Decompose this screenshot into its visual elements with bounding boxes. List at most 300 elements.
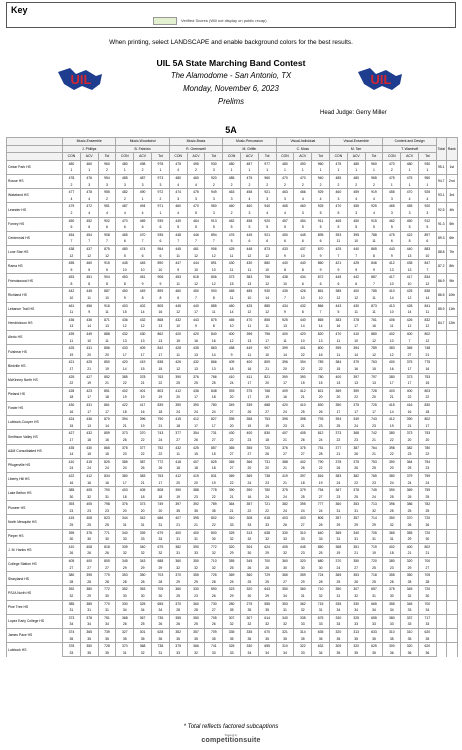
score-cell: 765 [365,472,383,479]
table-row [7,614,458,621]
score-cell: 759 [418,487,436,494]
table-row [7,174,458,181]
score-cell: 657 [365,586,383,593]
rank-cell: 26 [276,522,294,529]
score-cell: 437 [80,245,98,252]
score-cell: 383 [240,274,258,281]
rank-cell: 1 [258,167,276,174]
contest-venue: The Alamodome - San Antonio, TX [170,71,292,80]
rank-cell: 16 [383,366,401,373]
score-cell: 907 [258,345,276,352]
score-cell: 393 [63,501,81,508]
rank-cell: 31 [294,593,312,600]
table-row-ranks [7,295,458,302]
score-cell: 320 [294,558,312,565]
rank-cell: 13 [134,338,152,345]
final-rank [446,487,457,501]
score-cell: 355 [401,529,419,536]
rank-cell: 17 [347,323,365,330]
rank-cell: 20 [80,352,98,359]
score-cell: 638 [258,529,276,536]
rank-cell: 9 [383,253,401,260]
rank-cell: 22 [240,508,258,515]
rank-cell: 11 [169,451,187,458]
score-cell: 360 [329,501,347,508]
score-cell: 366 [187,643,205,650]
rank-cell: 22 [347,394,365,401]
rank-cell: 32 [169,565,187,572]
rank-cell: 23 [258,480,276,487]
rank-cell: 23 [187,593,205,600]
score-cell: 313 [240,529,258,536]
score-cell: 848 [205,387,223,394]
score-cell: 355 [169,614,187,621]
rank-cell: 21 [187,522,205,529]
score-cell: 383 [134,472,152,479]
score-cell: 904 [98,274,116,281]
score-cell: 823 [98,515,116,522]
subcaption-header: CON [329,153,347,161]
score-cell: 841 [418,302,436,309]
rank-cell: 1 [134,196,152,203]
school-name: A&M Consolidated HS [7,444,63,458]
rank-cell: 3 [383,196,401,203]
rank-cell: 2 [63,210,81,217]
rank-cell: 11 [80,295,98,302]
score-cell: 445 [240,231,258,238]
score-cell: 789 [205,501,223,508]
score-cell: 620 [418,628,436,635]
rank-cell: 5 [240,224,258,231]
rank-cell: 27 [223,465,241,472]
rank-cell: 22 [347,480,365,487]
logo-text: UIL [370,72,392,87]
score-cell: 453 [63,274,81,281]
rank-cell: 5 [169,224,187,231]
score-cell: 378 [347,316,365,323]
subcaption-header: CON [383,153,401,161]
rank-cell: 5 [116,253,134,260]
score-cell: 380 [383,373,401,380]
rank-cell: 1 [383,182,401,189]
caption-header-row [7,138,458,146]
score-cell: 350 [187,558,205,565]
rank-cell: 7 [98,238,116,245]
rank-cell: 27 [294,522,312,529]
score-cell: 353 [276,600,294,607]
score-cell: 365 [329,572,347,579]
final-rank [446,628,457,642]
score-cell: 710 [205,558,223,565]
rank-cell: 10 [312,295,330,302]
score-cell: 470 [240,316,258,323]
score-cell: 460 [223,302,241,309]
score-cell: 827 [205,416,223,423]
score-cell: 415 [63,515,81,522]
score-cell: 368 [134,643,152,650]
score-cell: 780 [258,487,276,494]
score-cell: 390 [383,458,401,465]
table-row-ranks [7,451,458,458]
rank-cell: 11 [365,309,383,316]
score-cell: 960 [98,160,116,167]
score-cell: 753 [365,458,383,465]
score-cell: 340 [276,614,294,621]
total-cell: 95.1 [436,160,446,174]
rank-cell: 28 [401,579,419,586]
rank-cell: 14 [401,309,419,316]
rank-cell: 9 [116,295,134,302]
rank-cell: 12 [98,253,116,260]
score-cell: 370 [134,430,152,437]
rank-cell: 25 [347,494,365,501]
score-cell: 455 [383,189,401,196]
rank-cell: 26 [347,579,365,586]
score-cell: 761 [365,316,383,323]
score-cell: 475 [329,160,347,167]
rank-cell: 35 [418,636,436,643]
score-cell: 719 [365,543,383,550]
rank-cell: 19 [258,423,276,430]
rank-cell: 23 [365,423,383,430]
score-cell: 834 [98,472,116,479]
rank-cell: 34 [276,593,294,600]
score-cell: 618 [187,274,205,281]
rank-cell: 23 [401,451,419,458]
rank-cell: 3 [240,210,258,217]
score-cell: 763 [151,472,169,479]
subcaption-header: CON [276,153,294,161]
rank-cell: 25 [329,423,347,430]
score-cell: 800 [312,345,330,352]
rank-cell: 11 [240,352,258,359]
score-cell: 394 [329,416,347,423]
score-cell: 461 [63,302,81,309]
school-name: Pioneer HS [7,501,63,515]
school-name: Leander HS [7,203,63,217]
rank-cell: 30 [205,536,223,543]
rank-cell: 33 [294,650,312,657]
total-cell [436,643,446,657]
rank-cell: 14 [258,295,276,302]
rank-cell: 11 [365,295,383,302]
score-cell: 395 [347,231,365,238]
rank-cell: 1 [401,182,419,189]
score-cell: 387 [134,458,152,465]
rank-cell: 9 [134,281,152,288]
rank-cell: 14 [205,352,223,359]
rank-cell: 19 [151,394,169,401]
rank-cell: 30 [312,565,330,572]
total-cell: 86.5 [436,288,446,302]
judge-name: M. Tarr [329,145,382,153]
score-cell: 632 [312,643,330,650]
rank-cell: 32 [187,650,205,657]
score-cell: 379 [347,359,365,366]
final-rank [446,572,457,586]
score-cell: 763 [151,373,169,380]
subcaption-header: Tot [312,153,330,161]
school-name: Richland HS [7,288,63,302]
rank-cell: 24 [116,465,134,472]
score-cell: 897 [418,231,436,238]
rank-cell: 27 [276,579,294,586]
score-cell: 380 [80,586,98,593]
score-cell: 402 [134,302,152,309]
table-row [7,373,458,380]
rank-cell: 10 [401,281,419,288]
rank-cell: 4 [294,196,312,203]
rank-cell: 25 [294,494,312,501]
score-cell: 394 [294,359,312,366]
rank-cell: 23 [418,465,436,472]
score-cell: 444 [187,260,205,267]
rank-cell: 25 [365,579,383,586]
score-cell: 449 [80,331,98,338]
score-cell: 406 [383,316,401,323]
table-row [7,345,458,352]
score-cell: 465 [383,203,401,210]
score-cell: 365 [223,458,241,465]
score-cell: 376 [116,501,134,508]
score-cell: 790 [312,458,330,465]
score-cell: 868 [151,316,169,323]
rank-cell: 1 [276,167,294,174]
score-cell: 655 [365,614,383,621]
rank-cell: 31 [365,593,383,600]
score-cell: 438 [63,245,81,252]
score-cell: 369 [401,487,419,494]
score-cell: 485 [329,174,347,181]
rank-cell: 7 [347,253,365,260]
score-cell: 400 [329,373,347,380]
score-cell: 455 [347,203,365,210]
score-cell: 465 [116,231,134,238]
rank-cell: 33 [223,522,241,529]
score-cell: 387 [347,444,365,451]
rank-cell: 10 [80,338,98,345]
score-cell: 911 [312,217,330,224]
rank-cell: 12 [187,281,205,288]
score-cell: 625 [365,643,383,650]
score-cell: 330 [347,600,365,607]
rank-cell: 4 [169,182,187,189]
rank-cell: 10 [294,338,312,345]
table-row [7,643,458,650]
rank-cell: 32 [80,494,98,501]
rank-cell: 33 [312,621,330,628]
score-cell: 675 [312,614,330,621]
rank-cell: 35 [80,650,98,657]
score-cell: 899 [151,288,169,295]
rank-cell: 35 [169,508,187,515]
rank-cell: 18 [187,465,205,472]
contest-round: Prelims [218,97,244,106]
score-cell: 832 [418,316,436,323]
score-cell: 396 [276,359,294,366]
score-cell: 912 [418,217,436,224]
score-cell: 835 [418,288,436,295]
score-cell: 745 [365,487,383,494]
rank-cell: 17 [276,380,294,387]
school-name: Lone Star HS [7,245,63,259]
score-cell: 365 [223,444,241,451]
score-cell: 475 [169,160,187,167]
score-cell: 384 [329,359,347,366]
rank-cell: 26 [116,621,134,628]
rank-cell: 31 [329,536,347,543]
rank-cell: 31 [329,508,347,515]
score-cell: 350 [187,614,205,621]
rank-cell: 15 [63,423,81,430]
score-cell: 460 [187,174,205,181]
rank-cell: 17 [80,394,98,401]
table-row [7,274,458,281]
score-cell: 754 [312,487,330,494]
score-cell: 474 [169,189,187,196]
rank-cell: 20 [116,508,134,515]
score-cell: 405 [80,501,98,508]
school-name: James Pace HS [7,628,63,642]
table-row [7,572,458,579]
score-cell: 846 [365,260,383,267]
final-rank [446,529,457,543]
rank-cell: 25 [63,522,81,529]
score-cell: 377 [169,430,187,437]
subcaption-header: Tot [205,153,223,161]
score-cell: 861 [312,288,330,295]
rank-cell: 35 [365,636,383,643]
rank-cell: 32 [383,522,401,529]
score-cell: 480 [63,160,81,167]
score-cell: 462 [223,217,241,224]
table-row [7,203,458,210]
rank-cell: 31 [80,607,98,614]
rank-cell: 7 [329,253,347,260]
score-cell: 454 [63,231,81,238]
rank-cell: 3 [187,196,205,203]
rank-cell: 13 [205,366,223,373]
rank-cell: 21 [276,437,294,444]
score-cell: 373 [401,373,419,380]
score-cell: 425 [240,302,258,309]
rank-cell: 4 [116,210,134,217]
score-cell: 330 [276,529,294,536]
rank-cell: 7 [169,238,187,245]
final-rank [446,401,457,415]
score-cell: 402 [294,458,312,465]
rank-cell: 32 [134,650,152,657]
rank-cell: 32 [294,607,312,614]
score-cell: 425 [401,288,419,295]
rank-cell: 18 [134,494,152,501]
total-cell: 86.9 [436,274,446,288]
rank-cell: 30 [294,565,312,572]
score-cell: 394 [116,416,134,423]
score-cell: 407 [187,458,205,465]
score-cell: 865 [98,444,116,451]
score-cell: 430 [240,260,258,267]
score-cell: 393 [329,231,347,238]
rank-cell: 27 [63,565,81,572]
score-cell: 420 [169,331,187,338]
rank-cell: 10 [223,323,241,330]
score-cell: 756 [258,274,276,281]
rank-cell: 35 [134,636,152,643]
rank-cell: 4 [312,196,330,203]
rank-cell: 6 [347,281,365,288]
score-cell: 388 [187,487,205,494]
score-cell: 350 [80,643,98,650]
score-cell: 412 [187,416,205,423]
school-name: Forney HS [7,217,63,231]
rank-cell: 32 [134,550,152,557]
score-cell: 457 [276,217,294,224]
score-cell: 399 [276,345,294,352]
score-cell: 314 [294,628,312,635]
rank-cell: 11 [418,309,436,316]
rank-cell: 31 [63,607,81,614]
score-cell: 821 [258,373,276,380]
total-cell: 89.3 [436,231,446,245]
table-row [7,628,458,635]
rank-cell: 10 [276,281,294,288]
rank-cell: 1 [312,167,330,174]
score-cell: 425 [187,444,205,451]
brand-wordmark: competitionsuite [201,737,261,744]
rank-cell: 20 [187,480,205,487]
rank-cell: 12 [240,309,258,316]
score-cell: 705 [151,586,169,593]
rank-cell: 8 [401,238,419,245]
score-cell: 413 [383,302,401,309]
score-cell: 470 [294,174,312,181]
rank-cell: 18 [63,394,81,401]
score-cell: 421 [63,359,81,366]
score-cell: 812 [312,430,330,437]
score-cell: 717 [418,614,436,621]
rank-cell: 22 [294,352,312,359]
table-row-ranks [7,480,458,487]
rank-cell: 35 [347,636,365,643]
rank-cell: 12 [116,323,134,330]
score-cell: 425 [223,245,241,252]
score-cell: 440 [276,260,294,267]
rank-cell: 25 [418,508,436,515]
rank-cell: 11 [365,238,383,245]
rank-cell: 27 [80,565,98,572]
score-cell: 802 [418,331,436,338]
score-cell: 405 [63,558,81,565]
rank-cell: 21 [223,508,241,515]
rank-cell: 18 [116,409,134,416]
rank-cell: 35 [240,607,258,614]
score-cell: 487 [116,203,134,210]
rank-cell: 36 [383,650,401,657]
rank-cell: 17 [63,366,81,373]
rank-cell: 33 [116,536,134,543]
score-cell: 395 [80,572,98,579]
rank-cell: 27 [169,437,187,444]
rank-cell: 10 [418,253,436,260]
rank-cell: 14 [116,366,134,373]
rank-cell: 17 [240,394,258,401]
score-cell: 445 [294,543,312,550]
caption-header: Content and Design [383,138,436,146]
rank-cell: 13 [151,338,169,345]
rank-cell: 15 [169,338,187,345]
rank-cell: 9 [80,309,98,316]
